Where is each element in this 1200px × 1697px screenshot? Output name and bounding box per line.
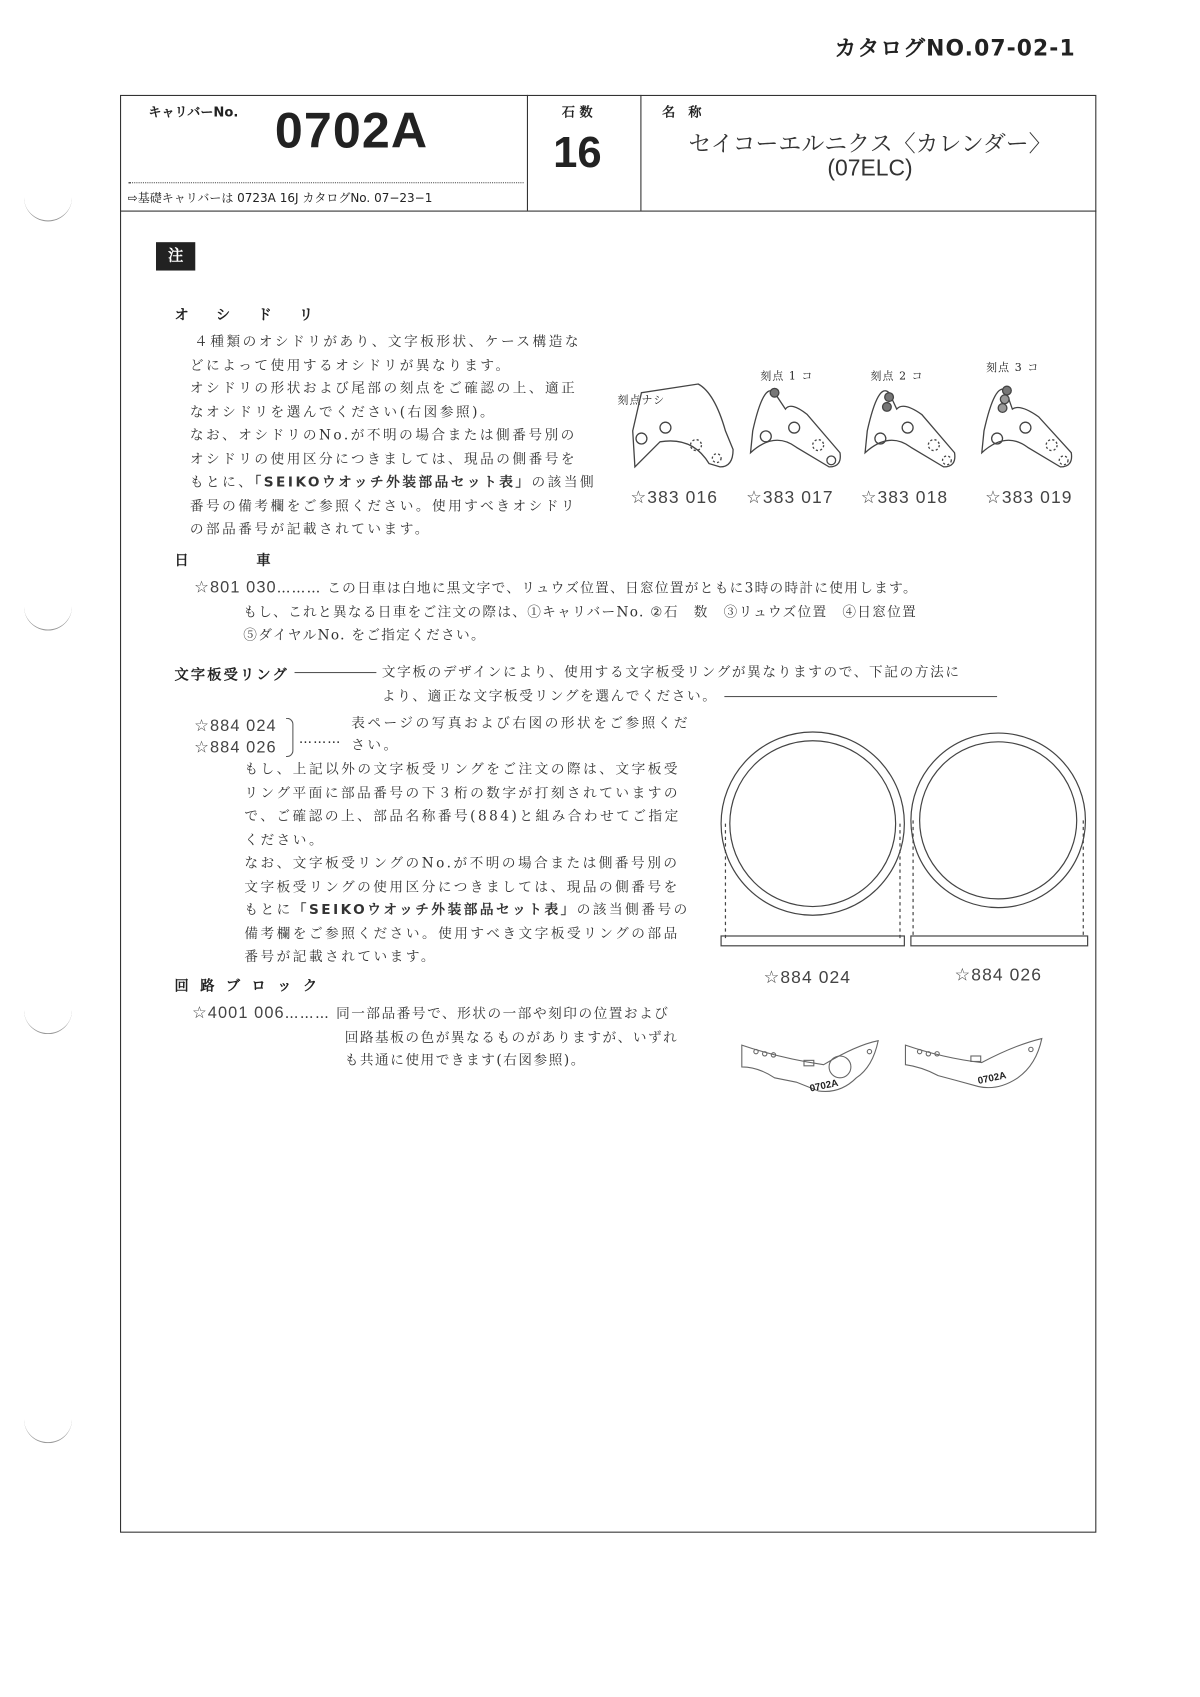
text-line: もし、上記以外の文字板受リングをご注文の際は、文字板受 [244,760,681,777]
text-line: ください。 [244,830,326,848]
dial-ring-text [244,757,689,968]
dial-ring-diagram-a [721,732,904,946]
circuit-block-text [192,1001,678,1071]
text-line: より、適正な文字板受リングを選んでください。 [382,683,997,706]
text-line: もし、これと異なる日車をご注文の際は、①キャリバーNo. ②石 数 ③リュウズ位置 ④日窓位置 [243,602,918,620]
text-line: オシドリの形状および尾部の刻点をご確認の上、適正 [189,379,578,396]
text-line: ☆801 030……… この日車は白地に黒文字で、リュウズ位置、日窓位置がともに3時の時計に使用します。 [194,578,918,597]
part-number: ☆884 024 [194,716,277,736]
caliber-number: 0702A [274,101,429,159]
caliber-label: キャリバーNo. [148,104,239,120]
circuit-block-diagrams [736,1034,1052,1099]
name-label: 名 称 [662,104,702,120]
text-line: 備考欄をご参照ください。使用すべき文字板受リングの部品 [244,924,680,941]
part-number: ☆884 024 [763,968,852,988]
oshidori-heading: オ シ ド リ [174,307,320,324]
text-line: なお、オシドリのNo.が不明の場合または側番号別の [189,426,577,443]
text-line: 文字板受リングの使用区分につきましては、現品の側番号を [244,877,680,894]
part-number: ☆884 026 [194,738,277,758]
binder-hole [24,1009,72,1034]
note-badge: 注 [156,242,195,270]
mark-label: 刻点 1 コ [760,370,814,383]
date-wheel-heading: 日 車 [174,553,273,570]
text-line: もとに、「SEIKOウオッチ外装部品セット表」の該当側 [189,473,597,490]
oshidori-text [189,329,597,540]
mark-label: 刻点ナシ [617,394,666,407]
text-line: オシドリの使用区分につきましては、現品の側番号を [189,449,578,467]
text-line: さい。 [351,735,400,753]
circuit-block-heading: 回 路 ブ ロ ッ ク [174,978,321,995]
text-line: 文字板のデザインにより、使用する文字板受リングが異なりますので、下記の方法に [381,663,961,680]
text-line: なオシドリを選んでください(右図参照)。 [189,403,497,420]
text-line: もとに「SEIKOウオッチ外装部品セット表」の該当側番号の [244,901,690,918]
text-line: どによって使用するオシドリが異なります。 [189,356,512,373]
dial-ring-ref [351,711,690,756]
oshidori-part-diagram [982,386,1072,467]
text-line: ☆4001 006……… 同一部品番号で、形状の一部や刻印の位置および [191,1003,670,1023]
part-number: ☆884 026 [954,966,1043,986]
dial-ring-intro [382,660,997,707]
model-code: (07ELC) [827,155,913,182]
part-number: ☆383 017 [746,488,834,508]
jewels-label: 石 数 [561,104,593,120]
text-line: の部品番号が記載されています。 [189,520,431,537]
brace [286,718,294,757]
text-line: も共通に使用できます(右図参照)。 [344,1051,586,1068]
circuit-block-diagram [905,1039,1041,1088]
jewels-count: 16 [553,128,602,177]
binder-hole [24,196,72,221]
mark-label: 刻点 2 コ [870,370,924,383]
part-number: ☆383 016 [630,488,719,508]
text-line: 番号が記載されています。 [244,947,438,965]
header-divider [120,211,1096,212]
text-line: ⑤ダイヤルNo. をご指定ください。 [243,626,486,643]
oshidori-part-diagram [865,391,955,467]
text-line: 回路基板の色が異なるものがありますが、いずれ [344,1028,679,1045]
part-number: ☆383 018 [860,488,949,508]
dial-ring-heading: 文字板受リング [174,667,289,684]
dial-ring-diagrams [715,720,1091,955]
column-divider [640,95,641,211]
dotted-divider [129,182,524,183]
catalog-number: カタログNO.07-02-1 [834,34,1076,62]
text-line: 表ページの写真および右図の形状をご参照くだ [351,714,691,731]
stamp-label: 0702A [808,1077,840,1094]
date-wheel-text [194,576,918,646]
leader-dots: ……… [298,730,342,747]
stamp-label: 0702A [976,1069,1008,1087]
text-line: ４種類のオシドリがあり、文字板形状、ケース構造な [194,332,581,350]
binder-hole [24,1418,72,1443]
text-line: リング平面に部品番号の下３桁の数字が打刻されていますの [244,783,681,801]
text-line: 番号の備考欄をご参照ください。使用すべきオシドリ [189,496,578,514]
binder-hole [24,605,72,630]
text-line: で、ご確認の上、部品名称番号(884)と組み合わせてご指定 [244,807,681,824]
part-number: ☆383 019 [985,488,1073,508]
base-caliber-note: ⇨基礎キャリバーは 0723A 16J カタログNo. 07−23−1 [127,190,433,206]
mark-label: 刻点 3 コ [986,362,1040,375]
leader-line [295,672,377,673]
text-line: なお、文字板受リングのNo.が不明の場合または側番号別の [244,854,680,871]
oshidori-part-diagram [751,388,841,467]
model-name: セイコーエルニクス〈カレンダー〉 [688,131,1052,158]
column-divider [527,95,528,211]
dial-ring-diagram-b [911,733,1088,946]
